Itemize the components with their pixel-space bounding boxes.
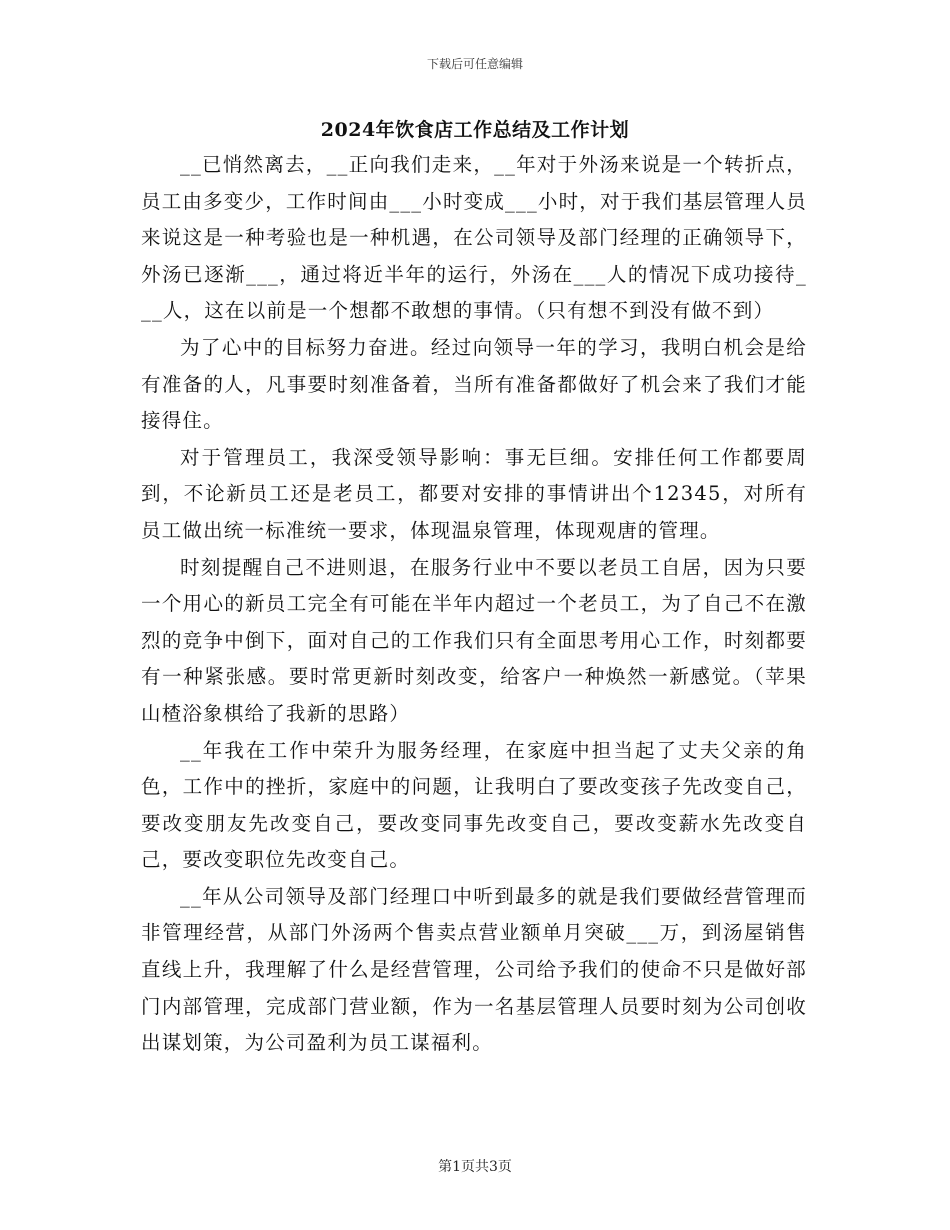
page-number: 第1页共3页 [438, 1159, 512, 1175]
document-title: 2024年饮食店工作总结及工作计划 [320, 119, 630, 141]
paragraph: __已悄然离去，__正向我们走来，__年对于外汤来说是一个转折点，员工由多变少，工作时间由___小时变成___小时，对于我们基层管理人员来说这是一种考验也是一种机遇，在公司领导及部门经理的正确领导下，外汤已逐渐___，通过将近半年的运行，外汤在___人的情况下成功接待___人，这在以前是一个想都不敢想的事情。（只有想不到没有做不到） [141, 153, 808, 323]
paragraph: __年我在工作中荣升为服务经理，在家庭中担当起了丈夫父亲的角色，工作中的挫折，家庭中的问题，让我明白了要改变孩子先改变自己，要改变朋友先改变自己，要改变同事先改变自己，要改变薪水先改变自己，要改变职位先改变自己。 [141, 738, 807, 872]
paragraph: 时刻提醒自己不进则退，在服务行业中不要以老员工自居，因为只要一个用心的新员工完全有可能在半年内超过一个老员工，为了自己不在激烈的竞争中倒下，面对自己的工作我们只有全面思考用心工作，时刻都要有一种紧张感。要时常更新时刻改变，给客户一种焕然一新感觉。（苹果山楂浴象棋给了我新的思路） [141, 555, 807, 725]
paragraph: 对于管理员工，我深受领导影响：事无巨细。安排任何工作都要周到，不论新员工还是老员工，都要对安排的事情讲出个12345，对所有员工做出统一标准统一要求，体现温泉管理，体现观唐的管理。 [141, 445, 807, 542]
paragraph: 为了心中的目标努力奋进。经过向领导一年的学习，我明白机会是给有准备的人，凡事要时刻准备着，当所有准备都做好了机会来了我们才能接得住。 [141, 335, 807, 433]
page-header-note: 下载后可任意编辑 [426, 57, 523, 71]
document-body [141, 147, 807, 1062]
paragraph: __年从公司领导及部门经理口中听到最多的就是我们要做经营管理而非管理经营，从部门外汤两个售卖点营业额单月突破___万，到汤屋销售直线上升，我理解了什么是经营管理，公司给予我们的使命不只是做好部门内部管理，完成部门营业额，作为一名基层管理人员要时刻为公司创收出谋划策，为公司盈利为员工谋福利。 [141, 884, 807, 1055]
